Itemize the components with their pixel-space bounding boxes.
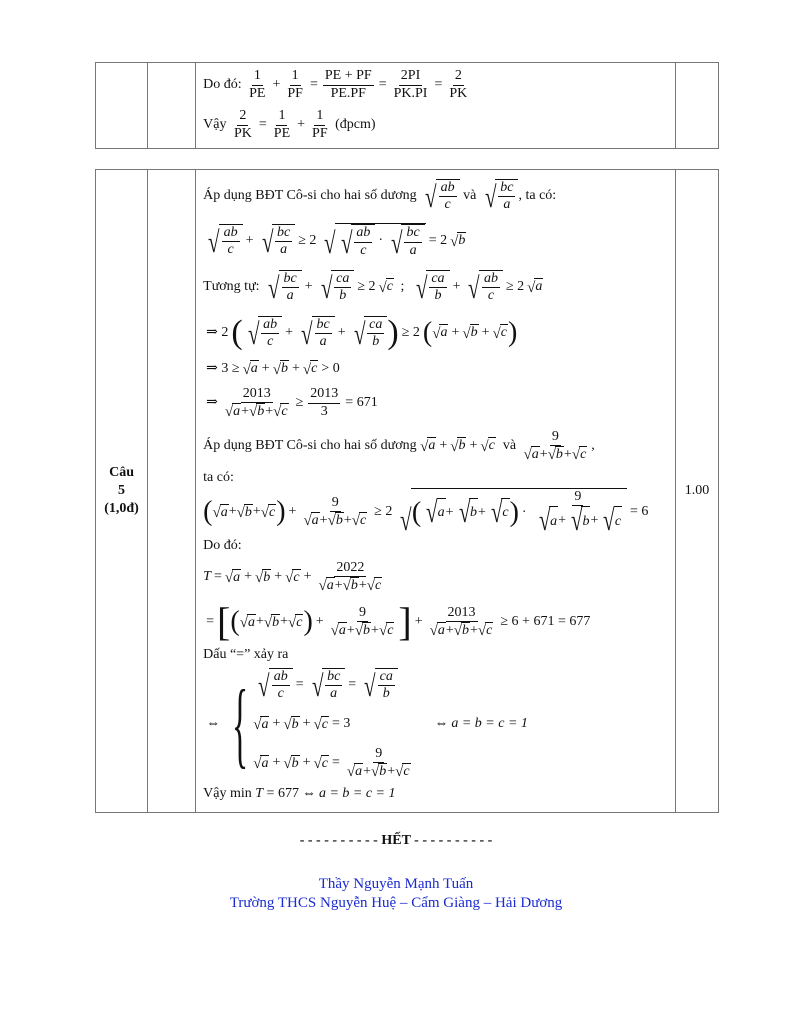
label-vay: Vậy: [203, 116, 227, 132]
tuong-tu-line: Tương tự: √ $\frac{bc}{a}$ + √ $\frac{ca}{b}$ ≥ 2 √ c ; √ $\frac{ca}{b}$ + √ $\frac{ab}{c}$ ≥ 2 √ a: [203, 270, 543, 306]
cosi-line-1: √ $\frac{ab}{c}$ + √ $\frac{bc}{a}$ ≥ 2 √ √ $\frac{ab}{c}$ · √ $\frac{bc}{a}$ = 2 √ b: [208, 224, 466, 260]
label-dpcm: (đpcm): [335, 116, 376, 132]
apdung-line-1: Áp dụng BĐT Cô-si cho hai số dương √ $\frac{ab}{c}$ và √ $\frac{bc}{a}$ , ta có:: [203, 179, 557, 215]
conclusion-line: Vậy min T = 677 ⇔ a = b = c = 1: [203, 786, 396, 802]
solution-cell: [196, 170, 676, 813]
school-name: Trường THCS Nguyễn Huệ – Cẩm Giàng – Hải Dương: [229, 895, 563, 911]
apdung-line-2: Áp dụng BĐT Cô-si cho hai số dương √ a + √ b + √ c và 9 √ a + √ b + √ c ,: [203, 428, 595, 464]
dau-line: Dấu “=” xảy ra: [203, 647, 289, 663]
end-marker: - - - - - - - - - - HẾT - - - - - - - - - -: [299, 833, 493, 848]
equality-system: ⇔ { √ $\frac{ab}{c}$ = √ $\frac{bc}{a}$ = √ $\frac{ca}{b}$ √ a + √ b + √ c = 3 ⇔ a = b = c = 1 √ a + √ b + √ c = 9 √ a + √ b + √ c: [206, 669, 528, 781]
part-cell: [148, 170, 196, 813]
answer-table-top: [95, 62, 719, 149]
solution-cell: Do đó: $\frac{1}{PE}$ + $\frac{1}{PF}$ = $\frac{PE + PF}{PE.PF}$ = $\frac{2PI}{PK.PI}$ = $\frac{2}{PK}$ Vậy $\frac{2}{PK}$ = $\frac{1}{PE}$ + $\frac{1}{PF}$ (đpcm): [196, 63, 676, 149]
score-value: 1.00: [675, 170, 718, 813]
answer-table-cau5: [95, 169, 719, 813]
label-do-do: Do đó:: [203, 76, 242, 92]
cau-label: Câu: [109, 464, 134, 480]
question-cell: [96, 63, 148, 149]
cosi-line-2: ( √ a + √ b + √ c ) + 9 √ a + √ b + √ c ≥ 2 √ ( √ a + √ b + √ c ) · 9 √ a + √ b + √ c = 6: [203, 489, 649, 538]
cau-points: (1,0đ): [104, 501, 139, 517]
score-cell: [675, 63, 718, 149]
do-do-line: Do đó:: [203, 538, 242, 554]
implies-line-3: ⇒ 2013 √ a + √ b + √ c ≥ $\frac{2013}{3}$ = 671: [206, 385, 378, 421]
part-cell: [148, 63, 196, 149]
T-bound-line: = [ ( √ a + √ b + √ c ) + 9 √ a + √ b + √ c ] + 2013 √ a + √ b + √ c ≥ 6 + 671 = 677: [206, 599, 591, 645]
implies-line-2: ⇒ 3 ≥ √ a + √ b + √ c > 0: [206, 360, 340, 378]
cau-number: 5: [118, 482, 126, 498]
ta-co-line: ta có:: [203, 469, 234, 485]
teacher-name: Thầy Nguyễn Mạnh Tuấn: [318, 876, 474, 892]
question-label-cell: [96, 170, 148, 813]
T-definition-line: T = √ a + √ b + √ c + 2022 √ a + √ b + √ c: [203, 560, 382, 595]
implies-line-1: ⇒ 2 ( √ $\frac{ab}{c}$ + √ $\frac{bc}{a}$ + √ $\frac{ca}{b}$ ) ≥ 2 ( √ a + √ b + √ c ): [206, 314, 518, 352]
